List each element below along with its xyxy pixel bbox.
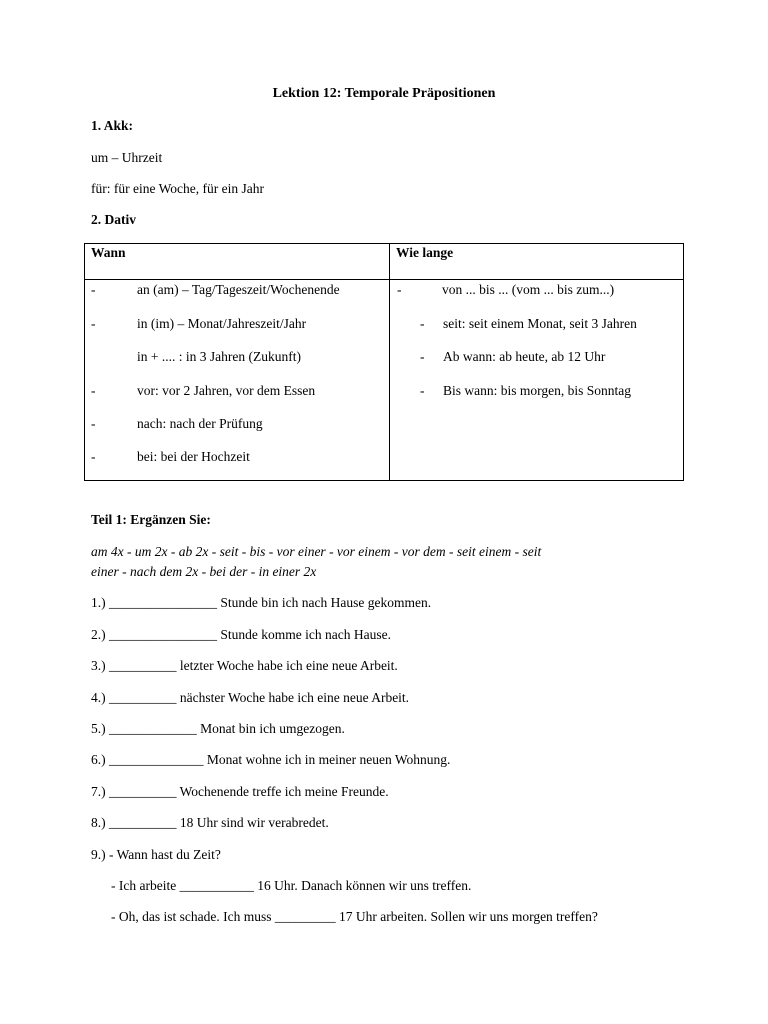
list-dash: - — [91, 282, 96, 297]
wann-item: an (am) – Tag/Tageszeit/Wochenende — [137, 282, 340, 297]
wann-item: in + .... : in 3 Jahren (Zukunft) — [137, 349, 301, 364]
exercise-item: 4.) __________ nächster Woche habe ich eine neue Arbeit. — [91, 690, 410, 705]
akk-line: um – Uhrzeit — [91, 150, 163, 165]
exercise-item: 8.) __________ 18 Uhr sind wir verabredet. — [91, 815, 329, 830]
wann-item: bei: bei der Hochzeit — [137, 449, 250, 464]
exercise-item: 1.) ________________ Stunde bin ich nach Hause gekommen. — [91, 595, 432, 610]
list-dash: - — [397, 282, 402, 297]
exercise-item: 6.) ______________ Monat wohne ich in meiner neuen Wohnung. — [91, 752, 451, 767]
list-dash: - — [91, 383, 96, 398]
header-wie-lange: Wie lange — [390, 244, 684, 280]
section-akk-heading: 1. Akk: — [91, 118, 134, 133]
list-dash: - — [91, 449, 96, 464]
dativ-table — [84, 243, 684, 481]
wann-item: nach: nach der Prüfung — [137, 416, 263, 431]
dialog-line: - Ich arbeite ___________ 16 Uhr. Danach können wir uns treffen. — [111, 878, 472, 893]
wie-lange-item: Ab wann: ab heute, ab 12 Uhr — [443, 349, 606, 364]
exercise-item: 3.) __________ letzter Woche habe ich eine neue Arbeit. — [91, 658, 398, 673]
wann-item: in (im) – Monat/Jahreszeit/Jahr — [137, 316, 307, 331]
section-dativ-heading: 2. Dativ — [91, 212, 136, 227]
list-dash: - — [91, 316, 96, 331]
table-header-row — [85, 244, 684, 280]
wie-lange-cell — [390, 280, 684, 481]
wann-cell — [85, 280, 390, 481]
list-dash: - — [420, 383, 425, 398]
exercise-item: 9.) - Wann hast du Zeit? — [91, 847, 221, 862]
exercise-item: 7.) __________ Wochenende treffe ich meine Freunde. — [91, 784, 389, 799]
exercise-heading: Teil 1: Ergänzen Sie: — [91, 512, 211, 527]
wie-lange-item: von ... bis ... (vom ... bis zum...) — [442, 282, 615, 297]
list-dash: - — [420, 349, 425, 364]
page-title: Lektion 12: Temporale Präpositionen — [272, 86, 496, 101]
dialog-line: - Oh, das ist schade. Ich muss _________ 17 Uhr arbeiten. Sollen wir uns morgen treffen? — [111, 909, 598, 924]
list-dash: - — [420, 316, 425, 331]
list-dash: - — [91, 416, 96, 431]
table-row — [85, 280, 684, 481]
exercise-item: 2.) ________________ Stunde komme ich nach Hause. — [91, 627, 391, 642]
wie-lange-item: Bis wann: bis morgen, bis Sonntag — [443, 383, 632, 398]
wie-lange-item: seit: seit einem Monat, seit 3 Jahren — [443, 316, 637, 331]
exercise-item: 5.) _____________ Monat bin ich umgezogen. — [91, 721, 345, 736]
word-bank-line: einer - nach dem 2x - bei der - in einer 2x — [91, 564, 317, 579]
wann-item: vor: vor 2 Jahren, vor dem Essen — [137, 383, 316, 398]
header-wann: Wann — [85, 244, 390, 280]
word-bank-line: am 4x - um 2x - ab 2x - seit - bis - vor einer - vor einem - vor dem - seit einem - seit — [91, 544, 542, 559]
akk-line: für: für eine Woche, für ein Jahr — [91, 181, 264, 196]
